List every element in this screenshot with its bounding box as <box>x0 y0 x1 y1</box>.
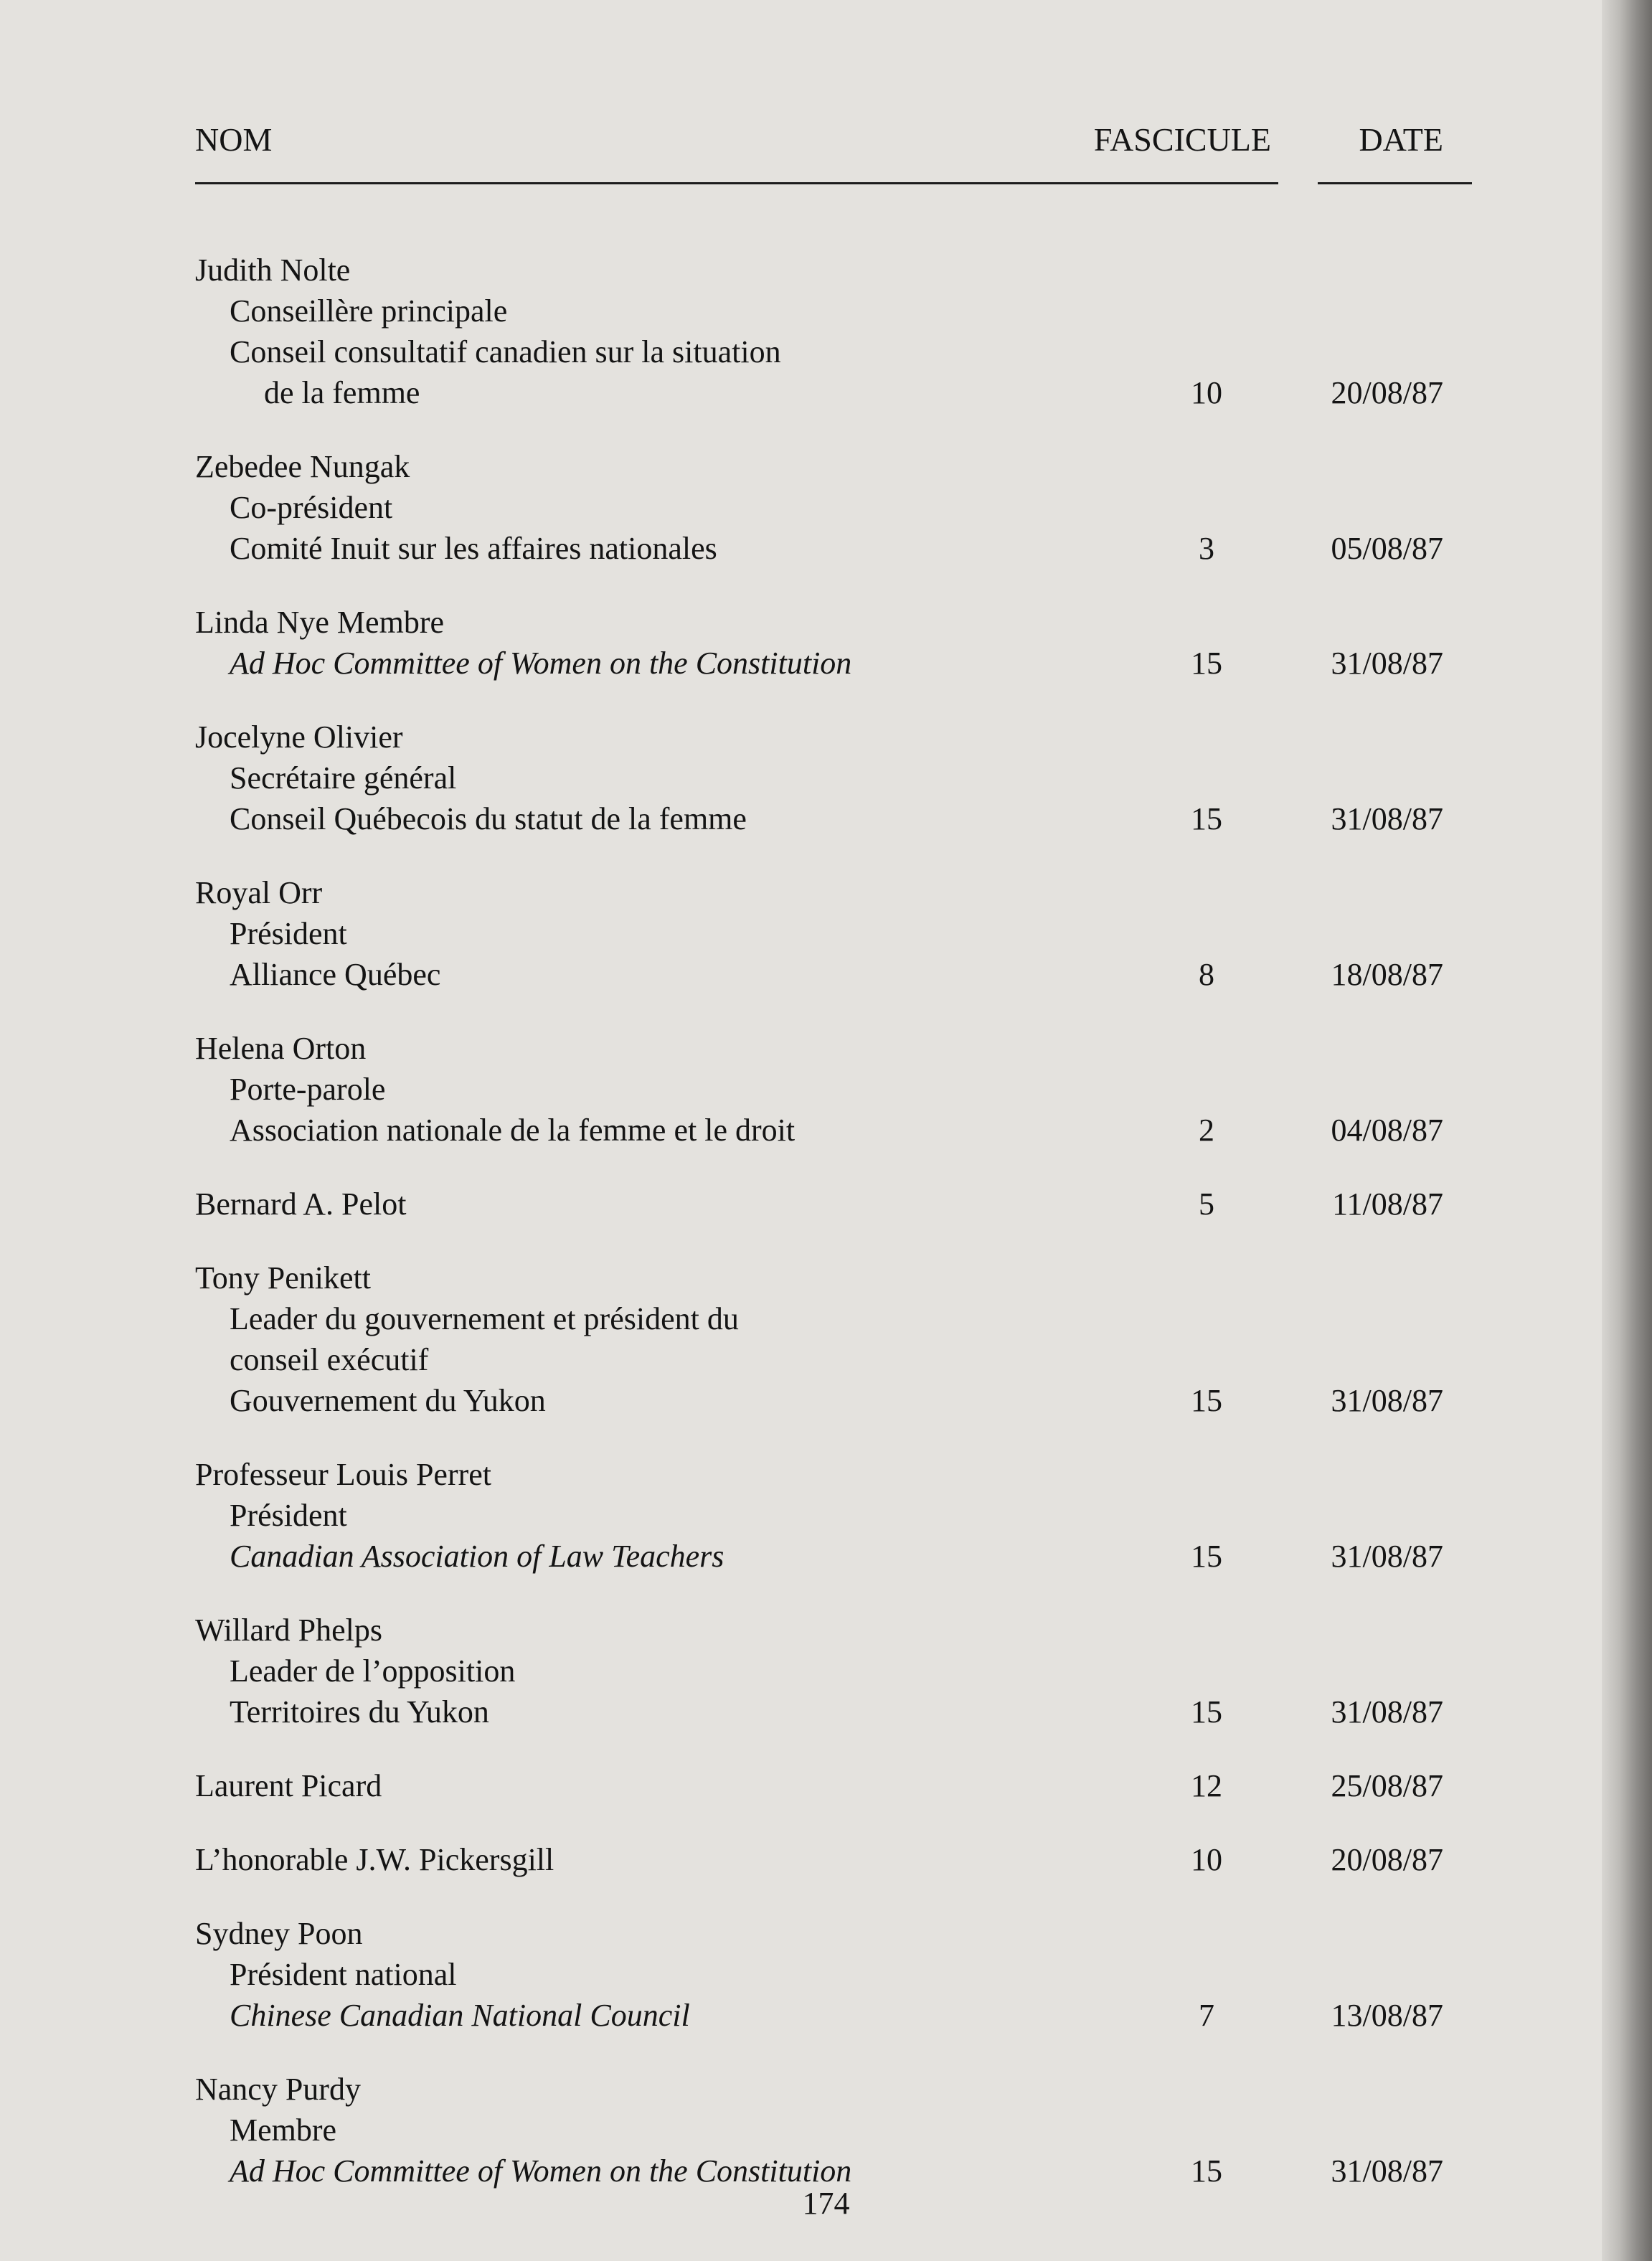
entry-date: 04/08/87 <box>1331 1113 1443 1148</box>
entry-name: Sydney Poon <box>195 1916 363 1951</box>
entry-fascicule: 7 <box>1199 1998 1214 2033</box>
entry-name: Jocelyne Olivier <box>195 719 403 755</box>
entry-name-row <box>195 1839 1472 1880</box>
entry-date: 18/08/87 <box>1331 957 1443 992</box>
entry-fascicule: 15 <box>1191 1539 1222 1574</box>
entry-name: Nancy Purdy <box>195 2072 361 2107</box>
entry-fascicule: 15 <box>1191 801 1222 836</box>
entry-line-text: Ad Hoc Committee of Women on the Constitution <box>230 646 852 681</box>
entry-line: Président <box>230 1498 347 1533</box>
entry-date: 25/08/87 <box>1331 1768 1443 1803</box>
entry-name-row <box>195 1765 1472 1806</box>
entry-line <box>195 1691 1472 1732</box>
entry-name: L’honorable J.W. Pickersgill <box>195 1842 554 1877</box>
entry-line: Membre <box>230 2113 337 2148</box>
list-item <box>195 1028 1472 1151</box>
entry-line-text: Canadian Association of Law Teachers <box>230 1539 724 1574</box>
entry-date: 31/08/87 <box>1331 1539 1443 1574</box>
column-header <box>195 108 1472 187</box>
entry-fascicule: 8 <box>1199 957 1214 992</box>
entry-line-text: Gouvernement du Yukon <box>230 1383 546 1418</box>
entry-line <box>195 1110 1472 1151</box>
list-item <box>195 602 1472 684</box>
header-rule-right <box>1318 182 1472 184</box>
entry-line-text: Alliance Québec <box>230 957 441 992</box>
entry-fascicule: 12 <box>1191 1768 1222 1803</box>
entry-line-text: Territoires du Yukon <box>230 1694 489 1729</box>
entry-line-text: Chinese Canadian National Council <box>230 1998 690 2033</box>
entry-fascicule: 15 <box>1191 1383 1222 1418</box>
entry-name: Judith Nolte <box>195 252 351 288</box>
entry-name: Linda Nye Membre <box>195 605 444 640</box>
entry-name: Laurent Picard <box>195 1768 382 1803</box>
entry-fascicule: 3 <box>1199 531 1214 566</box>
header-date: DATE <box>1359 121 1443 158</box>
entry-line: Secrétaire général <box>230 760 457 796</box>
entry-line-text: Ad Hoc Committee of Women on the Constitution <box>230 2153 852 2189</box>
entry-name-row <box>195 1184 1472 1224</box>
entry-line-text: de la femme <box>264 375 420 410</box>
entry-date: 11/08/87 <box>1332 1186 1443 1222</box>
entry-line <box>195 1995 1472 2036</box>
entry-line-text: Conseil Québecois du statut de la femme <box>230 801 747 836</box>
list-item <box>195 872 1472 995</box>
entry-date: 20/08/87 <box>1331 375 1443 410</box>
entry-name: Zebedee Nungak <box>195 449 410 484</box>
entry-name: Helena Orton <box>195 1031 367 1066</box>
entry-date: 31/08/87 <box>1331 801 1443 836</box>
entry-line: Président <box>230 916 347 951</box>
entry-line <box>195 372 1472 413</box>
entry-name: Willard Phelps <box>195 1613 382 1648</box>
entry-line-text: Comité Inuit sur les affaires nationales <box>230 531 717 566</box>
list-item <box>195 1184 1472 1224</box>
entry-date: 31/08/87 <box>1331 1383 1443 1418</box>
entry-fascicule: 10 <box>1191 1842 1222 1877</box>
document-page <box>195 108 1472 2189</box>
list-item <box>195 1454 1472 1577</box>
page-number: 174 <box>802 2186 850 2221</box>
entry-fascicule: 5 <box>1199 1186 1214 1222</box>
entry-name: Royal Orr <box>195 875 323 910</box>
header-rule-left <box>195 182 1278 184</box>
list-item <box>195 1765 1472 1806</box>
list-item <box>195 1257 1472 1421</box>
entry-fascicule: 15 <box>1191 1694 1222 1729</box>
header-nom: NOM <box>195 121 273 158</box>
list-item <box>195 446 1472 569</box>
entry-line <box>195 798 1472 839</box>
list-item <box>195 1610 1472 1732</box>
page-binding-edge <box>1602 0 1652 2261</box>
header-fascicule: FASCICULE <box>1093 121 1271 158</box>
entry-line: Président national <box>230 1957 457 1992</box>
entry-date: 20/08/87 <box>1331 1842 1443 1877</box>
entry-fascicule: 2 <box>1199 1113 1214 1148</box>
entry-line <box>195 954 1472 995</box>
entry-name: Tony Penikett <box>195 1260 372 1295</box>
entry-line <box>195 528 1472 569</box>
entry-line <box>195 1536 1472 1577</box>
entry-line: Leader de l’opposition <box>230 1653 516 1689</box>
list-item <box>195 1913 1472 2036</box>
entry-list <box>195 250 1472 2224</box>
list-item <box>195 250 1472 413</box>
entry-line: Conseil consultatif canadien sur la situation <box>230 334 781 369</box>
entry-line <box>195 643 1472 684</box>
entry-fascicule: 10 <box>1191 375 1222 410</box>
entry-date: 13/08/87 <box>1331 1998 1443 2033</box>
entry-date: 31/08/87 <box>1331 646 1443 681</box>
entry-line: Porte-parole <box>230 1072 386 1107</box>
entry-date: 31/08/87 <box>1331 2153 1443 2189</box>
entry-name: Bernard A. Pelot <box>195 1186 407 1222</box>
entry-line: Co-président <box>230 490 393 525</box>
entry-name: Professeur Louis Perret <box>195 1457 492 1492</box>
entry-line: Conseillère principale <box>230 293 508 329</box>
entry-date: 05/08/87 <box>1331 531 1443 566</box>
entry-date: 31/08/87 <box>1331 1694 1443 1729</box>
entry-line <box>195 1380 1472 1421</box>
list-item <box>195 2069 1472 2191</box>
list-item <box>195 717 1472 839</box>
entry-line-text: Association nationale de la femme et le droit <box>230 1113 796 1148</box>
entry-line: Leader du gouvernement et président du <box>230 1301 739 1336</box>
entry-fascicule: 15 <box>1191 2153 1222 2189</box>
list-item <box>195 1839 1472 1880</box>
entry-line: conseil exécutif <box>230 1342 429 1377</box>
entry-fascicule: 15 <box>1191 646 1222 681</box>
